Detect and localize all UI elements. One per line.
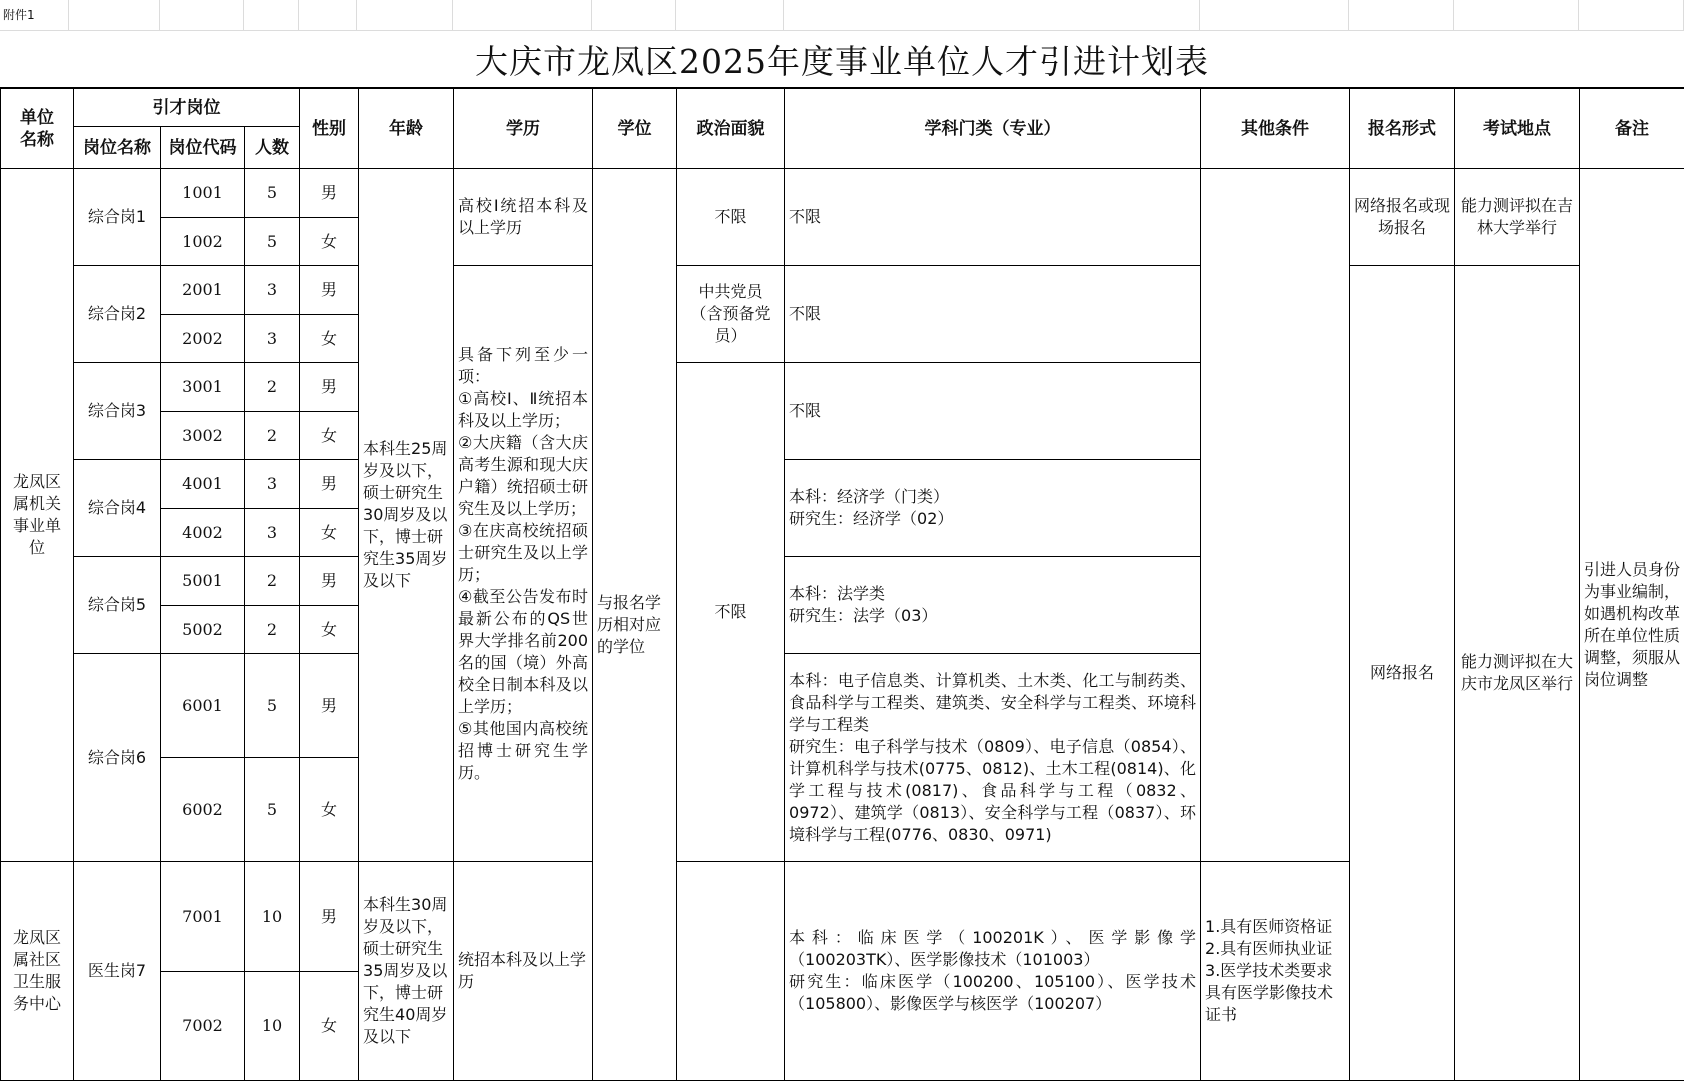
post-code-cell: 2002	[161, 315, 245, 363]
discipline-cell: 不限	[785, 266, 1201, 363]
header-age: 年龄	[359, 89, 454, 169]
post-code-cell: 3001	[161, 363, 245, 412]
sheet-cell	[160, 0, 244, 31]
unit-name-cell: 龙凤区 属机关 事业单 位	[1, 169, 74, 862]
count-cell: 3	[245, 266, 300, 315]
header-political: 政治面貌	[677, 89, 785, 169]
post-code-cell: 6001	[161, 654, 245, 758]
sheet-top-row	[0, 0, 1684, 31]
count-cell: 5	[245, 169, 300, 218]
post-code-cell: 1001	[161, 169, 245, 218]
post-name-cell: 综合岗6	[74, 654, 161, 862]
count-cell: 10	[245, 972, 300, 1081]
count-cell: 2	[245, 557, 300, 606]
gender-cell: 男	[300, 654, 359, 758]
age-cell: 本科生30周岁及以下，硕士研究生35周岁及以下，博士研究生40周岁及以下	[359, 862, 454, 1081]
count-cell: 3	[245, 460, 300, 509]
post-code-cell: 4001	[161, 460, 245, 509]
count-cell: 5	[245, 218, 300, 266]
gender-cell: 男	[300, 557, 359, 606]
count-cell: 2	[245, 363, 300, 412]
header-registration: 报名形式	[1350, 89, 1455, 169]
count-cell: 3	[245, 509, 300, 557]
count-cell: 5	[245, 758, 300, 862]
post-code-cell: 6002	[161, 758, 245, 862]
discipline-cell: 本科：临床医学（100201K）、医学影像学（100203TK）、医学影像技术（101003） 研究生：临床医学（100200、105100）、医学技术（105800）、影像医学与核医学（100207）	[785, 862, 1201, 1081]
gender-cell: 女	[300, 972, 359, 1081]
header-post-code: 岗位代码	[161, 127, 245, 169]
sheet-cell	[592, 0, 676, 31]
post-name-cell: 综合岗4	[74, 460, 161, 557]
post-code-cell: 5002	[161, 606, 245, 654]
post-name-cell: 综合岗5	[74, 557, 161, 654]
post-name-cell: 医生岗7	[74, 862, 161, 1081]
post-name-cell: 综合岗3	[74, 363, 161, 460]
count-cell: 10	[245, 862, 300, 972]
post-code-cell: 2001	[161, 266, 245, 315]
gender-cell: 女	[300, 606, 359, 654]
header-exam-location: 考试地点	[1455, 89, 1580, 169]
count-cell: 5	[245, 654, 300, 758]
attachment-label: 附件1	[3, 8, 35, 22]
gender-cell: 男	[300, 169, 359, 218]
discipline-cell: 本科：经济学（门类） 研究生：经济学（02）	[785, 460, 1201, 557]
header-degree: 学位	[593, 89, 677, 169]
gender-cell: 女	[300, 218, 359, 266]
education-cell: 高校Ⅰ统招本科及以上学历	[454, 169, 593, 266]
sheet-cell	[357, 0, 453, 31]
count-cell: 2	[245, 606, 300, 654]
header-count: 人数	[245, 127, 300, 169]
header-remarks: 备注	[1580, 89, 1684, 169]
discipline-cell: 不限	[785, 363, 1201, 460]
post-code-cell: 3002	[161, 412, 245, 460]
political-cell	[677, 862, 785, 1081]
gender-cell: 男	[300, 266, 359, 315]
registration-cell: 网络报名或现场报名	[1350, 169, 1455, 266]
discipline-cell: 本科：电子信息类、计算机类、土木类、化工与制药类、食品科学与工程类、建筑类、安全科学与工程类、环境科学与工程类 研究生：电子科学与技术（0809）、电子信息（0854）、计算机科学与技术(0775、0812)、土木工程(0814)、化学工程与技术(0817)、食品科学与工程（0832、0972）、建筑学（0813）、安全科学与工程（0837）、环境科学与工程(0776、0830、0971)	[785, 654, 1201, 862]
political-cell: 中共党员 （含预备党员）	[677, 266, 785, 363]
discipline-cell: 不限	[785, 169, 1201, 266]
sheet-cell	[1349, 0, 1454, 31]
sheet-cell	[453, 0, 592, 31]
exam-location-cell: 能力测评拟在大庆市龙凤区举行	[1455, 266, 1580, 1081]
gender-cell: 男	[300, 862, 359, 972]
gender-cell: 女	[300, 315, 359, 363]
gender-cell: 男	[300, 460, 359, 509]
post-code-cell: 7001	[161, 862, 245, 972]
count-cell: 2	[245, 412, 300, 460]
political-cell: 不限	[677, 169, 785, 266]
header-discipline: 学科门类（专业）	[785, 89, 1201, 169]
remarks-cell: 引进人员身份为事业编制，如遇机构改革所在单位性质调整，须服从岗位调整	[1580, 169, 1684, 1081]
header-gender: 性别	[300, 89, 359, 169]
post-code-cell: 4002	[161, 509, 245, 557]
header-unit-name: 单位 名称	[1, 89, 74, 169]
gender-cell: 女	[300, 758, 359, 862]
post-code-cell: 5001	[161, 557, 245, 606]
post-code-cell: 1002	[161, 218, 245, 266]
post-code-cell: 7002	[161, 972, 245, 1081]
post-name-cell: 综合岗2	[74, 266, 161, 363]
page-title: 大庆市龙凤区2025年度事业单位人才引进计划表	[0, 32, 1684, 88]
age-cell: 本科生25周岁及以下，硕士研究生30周岁及以下，博士研究生35周岁及以下	[359, 169, 454, 862]
degree-cell: 与报名学历相对应的学位	[593, 169, 677, 1081]
sheet-cell	[299, 0, 357, 31]
other-conditions-cell: 1.具有医师资格证 2.具有医师执业证 3.医学技术类要求具有医学影像技术证书	[1201, 862, 1350, 1081]
sheet-cell	[1200, 0, 1349, 31]
exam-location-cell: 能力测评拟在吉林大学举行	[1455, 169, 1580, 266]
sheet-cell	[676, 0, 784, 31]
discipline-cell: 本科：法学类 研究生：法学（03）	[785, 557, 1201, 654]
political-cell: 不限	[677, 363, 785, 862]
gender-cell: 女	[300, 412, 359, 460]
sheet-cell	[1579, 0, 1684, 31]
count-cell: 3	[245, 315, 300, 363]
sheet-cell	[784, 0, 1200, 31]
gender-cell: 男	[300, 363, 359, 412]
sheet-cell	[244, 0, 299, 31]
sheet-cell	[69, 0, 160, 31]
post-name-cell: 综合岗1	[74, 169, 161, 266]
sheet-cell	[1454, 0, 1579, 31]
other-conditions-cell	[1201, 169, 1350, 862]
education-cell: 统招本科及以上学历	[454, 862, 593, 1081]
recruitment-plan-table	[0, 88, 1684, 1081]
registration-cell: 网络报名	[1350, 266, 1455, 1081]
unit-name-cell: 龙凤区 属社区 卫生服 务中心	[1, 862, 74, 1081]
header-education: 学历	[454, 89, 593, 169]
header-post-name: 岗位名称	[74, 127, 161, 169]
gender-cell: 女	[300, 509, 359, 557]
header-post-group: 引才岗位	[74, 89, 300, 127]
education-cell: 具备下列至少一项： ①高校Ⅰ、Ⅱ统招本科及以上学历； ②大庆籍（含大庆高考生源和现大庆户籍）统招硕士研究生及以上学历； ③在庆高校统招硕士研究生及以上学历； ④截至公告发布时最新公布的QS世界大学排名前200名的国（境）外高校全日制本科及以上学历； ⑤其他国内高校统招博士研究生学历。	[454, 266, 593, 862]
header-other: 其他条件	[1201, 89, 1350, 169]
